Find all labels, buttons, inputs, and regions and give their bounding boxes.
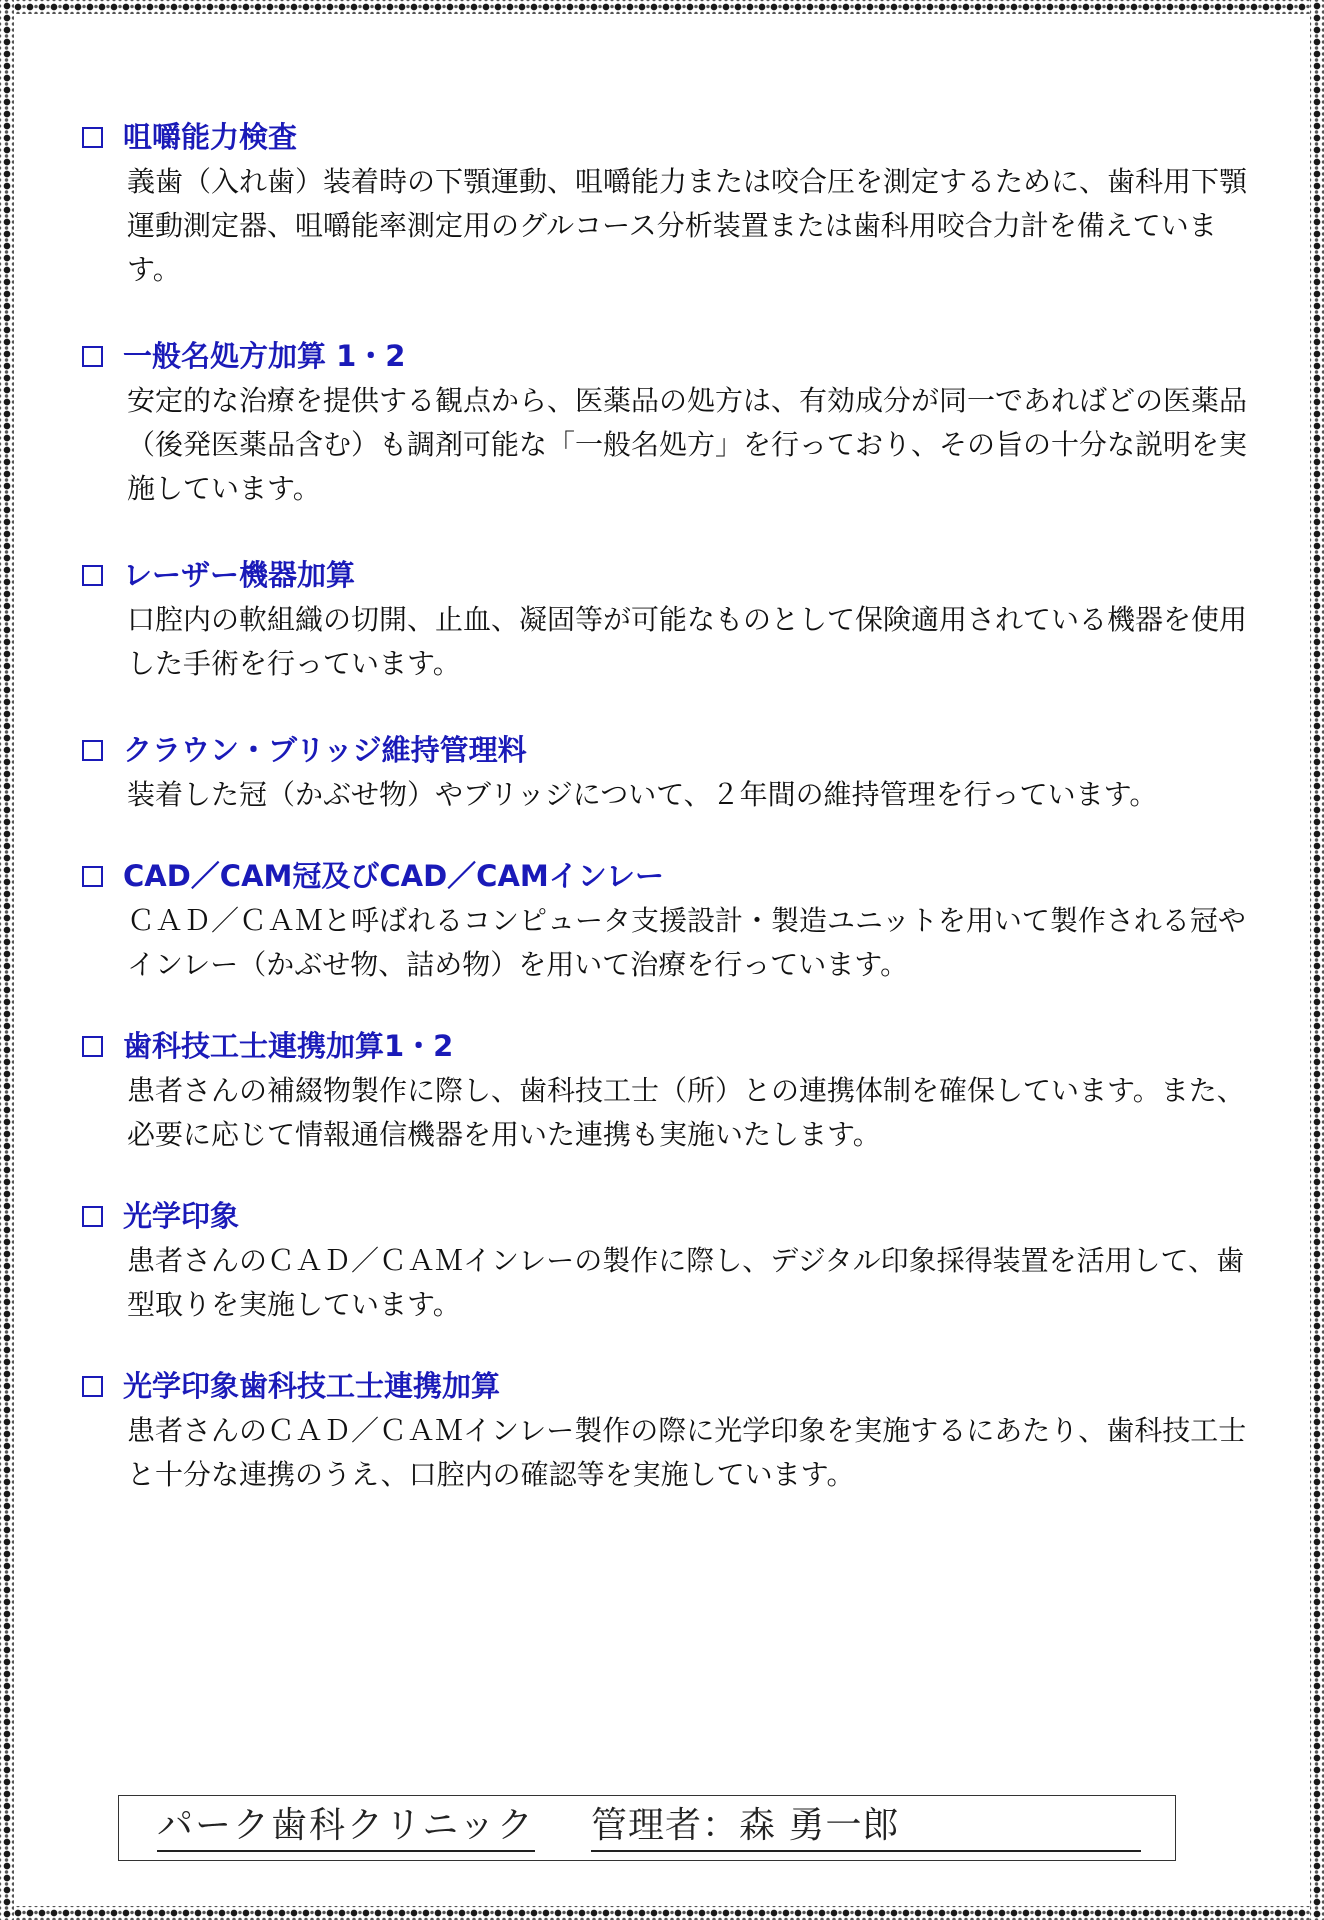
notice-section (82, 337, 1262, 511)
section-heading (82, 118, 1262, 156)
section-heading (82, 1367, 1262, 1405)
section-heading-text: 光学印象 (123, 1199, 240, 1233)
section-body: 患者さんの補綴物製作に際し、歯科技工士（所）との連携体制を確保しています。また、必要に応じて情報通信機器を用いた連携も実施いたします。 (127, 1074, 1245, 1151)
notice-section (82, 1367, 1262, 1497)
notice-section (82, 1197, 1262, 1327)
section-body: ＣＡＤ／ＣＡＭと呼ばれるコンピュータ支援設計・製造ユニットを用いて製作される冠やインレー（かぶせ物、詰め物）を用いて治療を行っています。 (127, 904, 1246, 981)
section-body: 義歯（入れ歯）装着時の下顎運動、咀嚼能力または咬合圧を測定するために、歯科用下顎運動測定器、咀嚼能率測定用のグルコース分析装置または歯科用咬合力計を備えています。 (127, 165, 1248, 286)
checkbox-icon (82, 346, 103, 367)
section-heading-text: 咀嚼能力検査 (123, 120, 298, 154)
checkbox-icon (82, 1376, 103, 1397)
section-heading (82, 731, 1262, 769)
section-heading-text: 一般名処方加算 1・2 (123, 339, 406, 373)
section-heading (82, 1197, 1262, 1235)
section-heading-text: 歯科技工士連携加算1・2 (123, 1029, 454, 1063)
section-heading (82, 556, 1262, 594)
notice-section (82, 731, 1262, 817)
section-heading (82, 857, 1262, 895)
section-body: 患者さんのＣＡＤ／ＣＡＭインレーの製作に際し、デジタル印象採得装置を活用して、歯型取りを実施しています。 (127, 1244, 1245, 1321)
section-body: 口腔内の軟組織の切開、止血、凝固等が可能なものとして保険適用されている機器を使用した手術を行っています。 (127, 603, 1248, 680)
notice-section (82, 1027, 1262, 1157)
notice-section (82, 556, 1262, 686)
ornamental-border-top (0, 0, 1324, 14)
ornamental-border-left (0, 0, 14, 1920)
section-body: 装着した冠（かぶせ物）やブリッジについて、２年間の維持管理を行っています。 (127, 778, 1158, 811)
manager-name: 管理者：森 勇一郎 (591, 1804, 1141, 1852)
notice-section (82, 118, 1262, 292)
section-heading-text: CAD／CAM冠及びCAD／CAMインレー (123, 859, 665, 893)
notice-section (82, 857, 1262, 987)
section-body: 安定的な治療を提供する観点から、医薬品の処方は、有効成分が同一であればどの医薬品（後発医薬品含む）も調剤可能な「一般名処方」を行っており、その旨の十分な説明を実施しています。 (127, 384, 1248, 505)
checkbox-icon (82, 866, 103, 887)
checkbox-icon (82, 1036, 103, 1057)
checkbox-icon (82, 740, 103, 761)
footer-signature-box (118, 1795, 1176, 1861)
checkbox-icon (82, 127, 103, 148)
checkbox-icon (82, 1206, 103, 1227)
section-body: 患者さんのＣＡＤ／ＣＡＭインレー製作の際に光学印象を実施するにあたり、歯科技工士と十分な連携のうえ、口腔内の確認等を実施しています。 (127, 1414, 1247, 1491)
ornamental-border-bottom (0, 1906, 1324, 1920)
section-heading-text: レーザー機器加算 (123, 558, 356, 592)
section-heading (82, 1027, 1262, 1065)
section-heading-text: クラウン・ブリッジ維持管理料 (123, 733, 527, 767)
section-heading (82, 337, 1262, 375)
clinic-name: パーク歯科クリニック (157, 1804, 535, 1852)
notice-list (82, 118, 1262, 1542)
section-heading-text: 光学印象歯科技工士連携加算 (123, 1369, 501, 1403)
checkbox-icon (82, 565, 103, 586)
ornamental-border-right (1310, 0, 1324, 1920)
